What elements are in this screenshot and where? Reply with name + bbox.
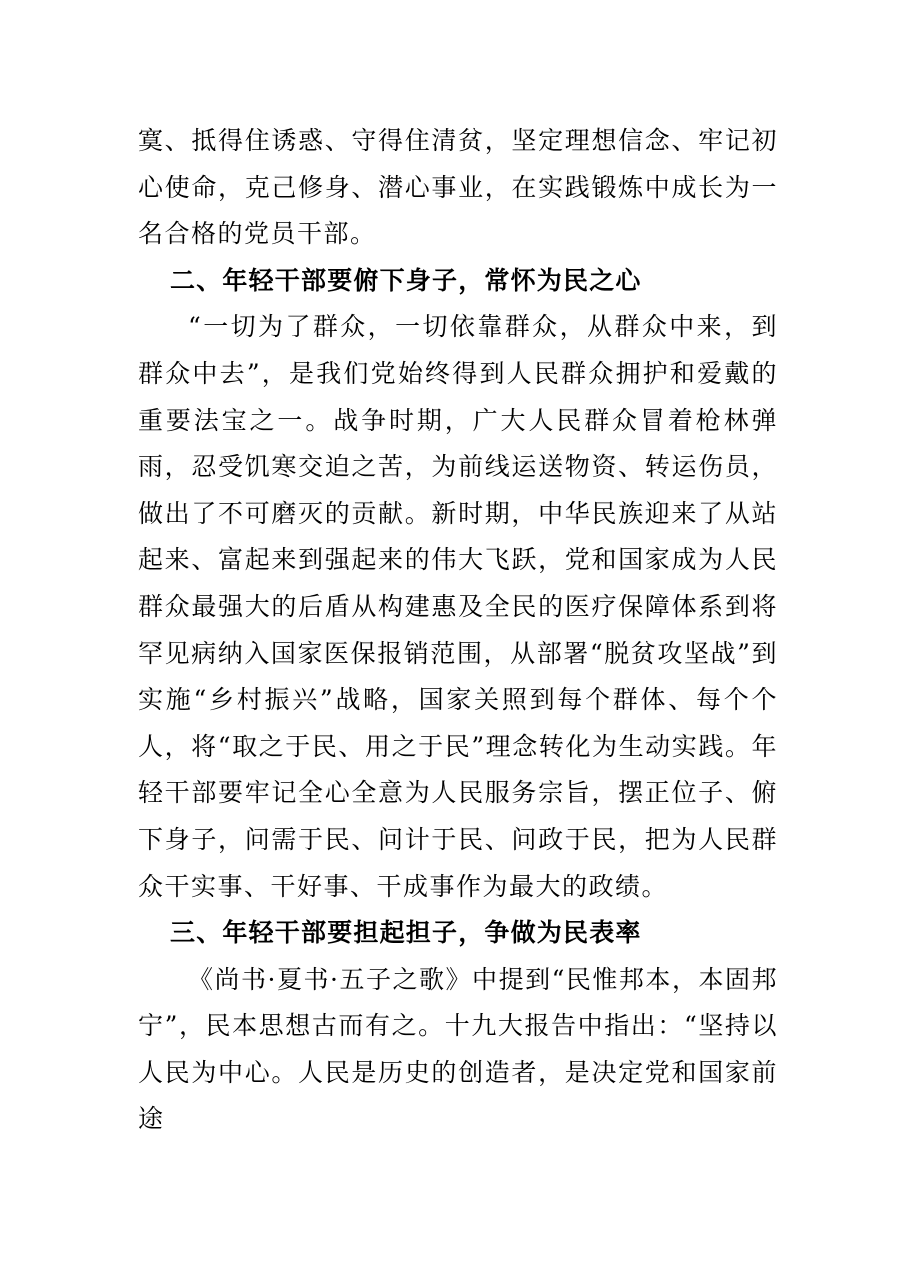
paragraph-continued: 寞、抵得住诱惑、守得住清贫，坚定理想信念、牢记初心使命，克己修身、潜心事业，在实践锻炼中成长为一名合格的党员干部。 — [138, 126, 778, 249]
section-heading-2: 二、年轻干部要俯下身子，常怀为民之心 — [170, 265, 642, 295]
document-body — [138, 118, 778, 1143]
section-heading-3: 三、年轻干部要担起担子，争做为民表率 — [170, 918, 642, 948]
paragraph-section-3: 《尚书·夏书·五子之歌》中提到“民惟邦本，本固邦宁”，民本思想古而有之。十九大报告中指出：“坚持以人民为中心。人民是历史的创造者，是决定党和国家前途 — [138, 964, 778, 1134]
paragraph-section-2: “一切为了群众，一切依靠群众，从群众中来，到群众中去”，是我们党始终得到人民群众拥护和爱戴的重要法宝之一。战争时期，广大人民群众冒着枪林弹雨，忍受饥寒交迫之苦，为前线运送物资、转运伤员，做出了不可磨灭的贡献。新时期，中华民族迎来了从站起来、富起来到强起来的伟大飞跃，党和国家成为人民群众最强大的后盾从构建惠及全民的医疗保障体系到将罕见病纳入国家医保报销范围，从部署“脱贫攻坚战”到实施“乡村振兴”战略，国家关照到每个群体、每个个人，将“取之于民、用之于民”理念转化为生动实践。年轻干部要牢记全心全意为人民服务宗旨，摆正位子、俯下身子，问需于民、问计于民、问政于民，把为人民群众干实事、干好事、干成事作为最大的政绩。 — [138, 312, 778, 901]
